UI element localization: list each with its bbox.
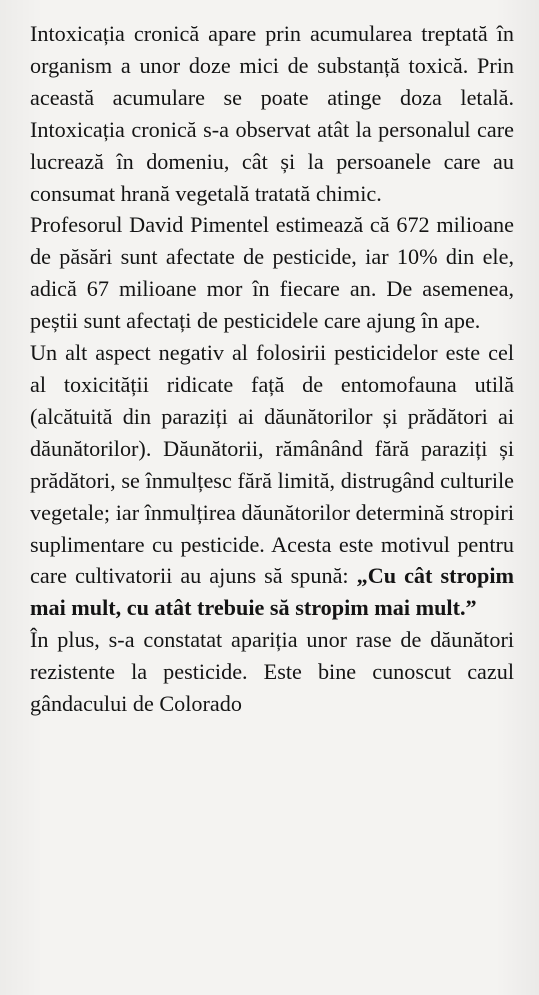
paragraph-entomofauna-text: Un alt aspect negativ al folosirii pesticidelor este cel al toxicității ridicate față de entomofauna utilă (alcătuită din paraziți ai dăunătorilor și prădători ai dăunătorilor). Dăunătorii, rămânând fără paraziți și prădători, se înmulțesc fără limită, distrugând culturile vegetale; iar înmulțirea dăunătorilor determină stropiri suplimentare cu pesticide. Acesta este motivul pentru care cultivatorii au ajuns să spună: (30, 340, 514, 589)
paragraph-resistance: În plus, s-a constatat apariția unor rase de dăunători rezistente la pesticide. Este bine cunoscut cazul gândacului de Colorado (30, 627, 514, 717)
paragraph-pimentel-estimate: Profesorul David Pimentel estimează că 672 milioane de păsări sunt afectate de pesticide, iar 10% din ele, adică 67 milioane mor în fiecare an. De asemenea, peștii sunt afectați de pesticidele care ajung în ape. (30, 212, 514, 334)
paragraph-chronic-intoxication: Intoxicația cronică apare prin acumularea treptată în organism a unor doze mici de substanță toxică. Prin această acumulare se poate atinge doza letală. Intoxicația cronică s-a observat atât la personalul care lucrează în domeniu, cât și la persoanele care au consumat hrană vegetală tratată chimic. (30, 21, 514, 206)
bold-quote: „Cu cât stropim mai mult, cu atât trebuie să stropim mai mult.” (30, 563, 514, 621)
body-text (30, 18, 514, 720)
paragraph-entomofauna (30, 337, 514, 624)
